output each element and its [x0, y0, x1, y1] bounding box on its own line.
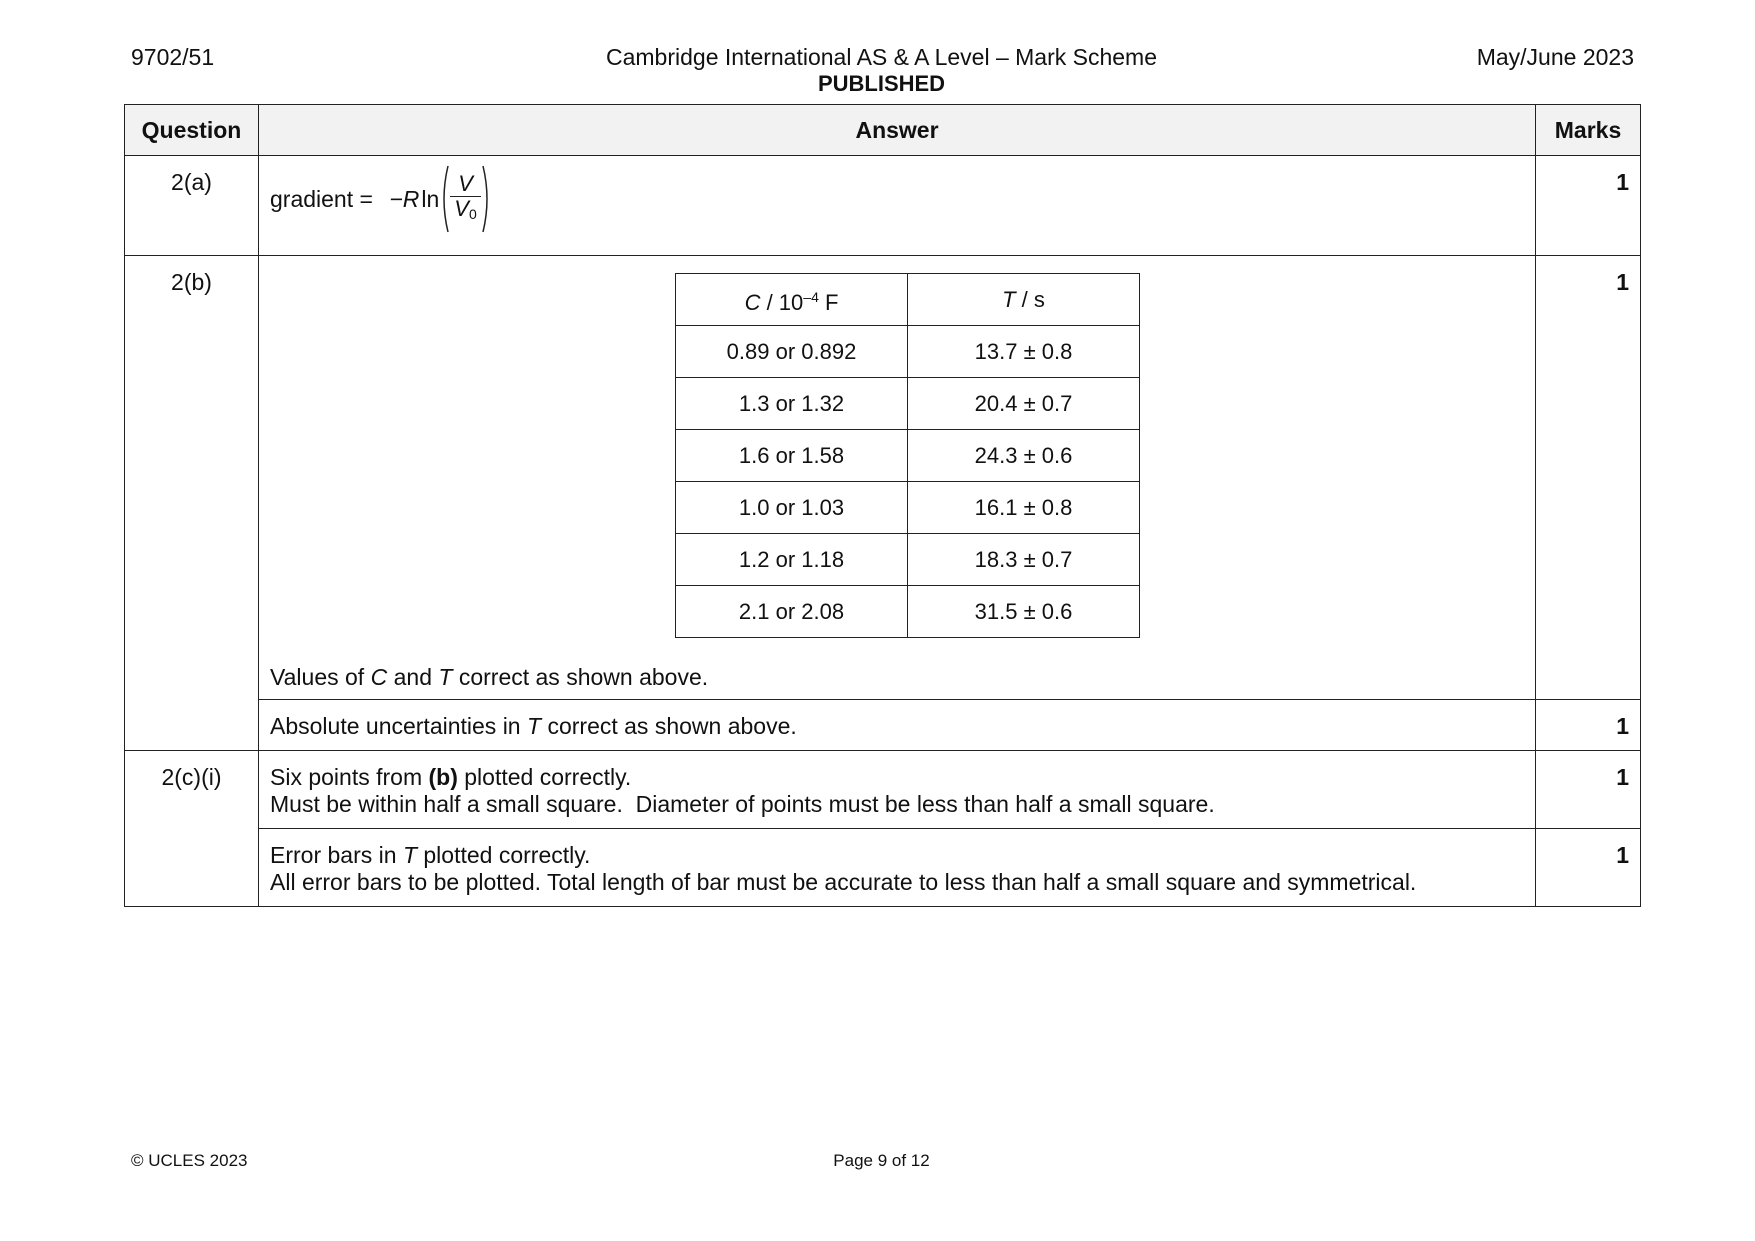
marks-value: 1 [1536, 700, 1641, 751]
capacitance-value: 0.89 or 0.892 [676, 326, 908, 378]
table-row [676, 326, 1140, 378]
mark-scheme-table [124, 104, 1641, 907]
answer-column-header: Answer [259, 105, 1536, 156]
time-value: 20.4 ± 0.7 [908, 378, 1140, 430]
formula-prefix: gradient = [270, 185, 380, 212]
answer-cell [259, 256, 1536, 700]
fraction [450, 172, 480, 226]
marks-value: 1 [1536, 829, 1641, 907]
marks-value: 1 [1536, 156, 1641, 256]
capacitance-header: C / $10^{-4}$ F [676, 274, 908, 326]
marks-column-header: Marks [1536, 105, 1641, 156]
fraction-numerator: V [458, 171, 473, 196]
error-bars-line: Error bars in T plotted correctly. [270, 842, 591, 868]
page-number: Page 9 of 12 [833, 1151, 930, 1170]
table-row [676, 586, 1140, 638]
table-row [125, 829, 1641, 907]
answer-cell [259, 156, 1536, 256]
time-header: T / s [908, 274, 1140, 326]
plot-points-line: Six points from (b) plotted correctly. [270, 764, 632, 790]
denominator-subscript: 0 [468, 206, 477, 222]
plot-points-guidance: Must be within half a small square. Diameter of points must be less than half a small square. [270, 791, 1215, 817]
copyright-footer: © UCLES 2023 [131, 1151, 248, 1170]
paper-code: 9702/51 [131, 44, 215, 70]
table-row [676, 378, 1140, 430]
capacitance-value: 1.0 or 1.03 [676, 482, 908, 534]
document-title: Cambridge International AS & A Level – Mark Scheme [605, 44, 1158, 70]
left-paren-icon [439, 164, 449, 234]
denominator-variable: V [454, 196, 469, 221]
values-table [675, 273, 1140, 638]
time-value: 18.3 ± 0.7 [908, 534, 1140, 586]
table-row [125, 256, 1641, 700]
answer-cell: Absolute uncertainties in T correct as shown above. [259, 700, 1536, 751]
table-row [676, 482, 1140, 534]
exam-session: May/June 2023 [1476, 44, 1634, 70]
time-value: 16.1 ± 0.8 [908, 482, 1140, 534]
values-note: Values of C and T correct as shown above. [270, 664, 709, 690]
marks-value: 1 [1536, 751, 1641, 829]
table-row [125, 700, 1641, 751]
gradient-formula [270, 162, 1524, 236]
error-bars-guidance: All error bars to be plotted. Total length of bar must be accurate to less than half a small square and symmetrical. [270, 869, 1417, 895]
answer-cell [259, 751, 1536, 829]
table-row [125, 751, 1641, 829]
question-number: 2(a) [125, 156, 259, 256]
question-number: 2(c)(i) [125, 751, 259, 907]
capacitance-value: 1.6 or 1.58 [676, 430, 908, 482]
table-row [676, 534, 1140, 586]
answer-cell [259, 829, 1536, 907]
time-value: 24.3 ± 0.6 [908, 430, 1140, 482]
ln-term: ln [421, 185, 440, 212]
capacitance-value: 1.3 or 1.32 [676, 378, 908, 430]
minus-r-term: −R [389, 185, 420, 212]
table-header-row [125, 105, 1641, 156]
question-column-header: Question [125, 105, 259, 156]
right-paren-icon [482, 164, 492, 234]
published-label: PUBLISHED [817, 71, 946, 96]
table-row [676, 430, 1140, 482]
fraction-denominator [450, 197, 480, 226]
time-value: 31.5 ± 0.6 [908, 586, 1140, 638]
values-table-header [676, 274, 1140, 326]
question-number: 2(b) [125, 256, 259, 751]
capacitance-value: 1.2 or 1.18 [676, 534, 908, 586]
table-row [125, 156, 1641, 256]
marks-value: 1 [1536, 256, 1641, 700]
time-value: 13.7 ± 0.8 [908, 326, 1140, 378]
capacitance-value: 2.1 or 2.08 [676, 586, 908, 638]
